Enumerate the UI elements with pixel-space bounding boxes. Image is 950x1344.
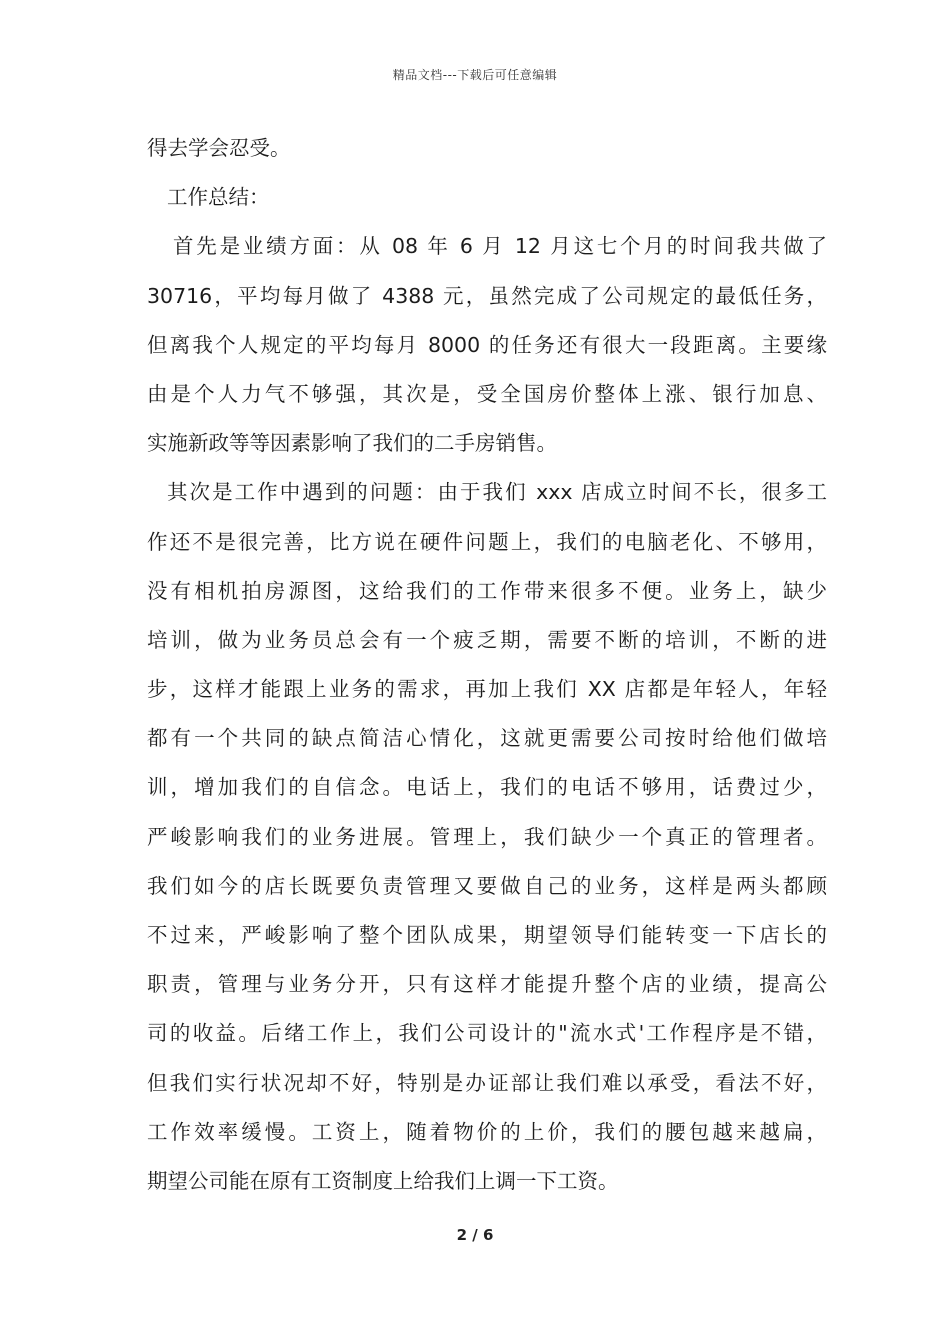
paragraph-line: 首先是业绩方面：从 08 年 6 月 12 月这七个月的时间我共做了 bbox=[173, 234, 827, 259]
paragraph-line: 职责，管理与业务分开，只有这样才能提升整个店的业绩，提高公 bbox=[147, 972, 827, 997]
paragraph-line: 由是个人力气不够强，其次是，受全国房价整体上涨、银行加息、 bbox=[147, 381, 827, 406]
page-number: 2 / 6 bbox=[456, 1226, 494, 1244]
paragraph-line: 没有相机拍房源图，这给我们的工作带来很多不便。业务上，缺少 bbox=[147, 578, 827, 603]
paragraph-line: 工作效率缓慢。工资上，随着物价的上价，我们的腰包越来越扁， bbox=[147, 1119, 827, 1144]
paragraph-line: 步，这样才能跟上业务的需求，再加上我们 XX 店都是年轻人，年轻 bbox=[147, 677, 827, 702]
paragraph-line: 培训，做为业务员总会有一个疲乏期，需要不断的培训，不断的进 bbox=[147, 627, 827, 652]
paragraph-line: 司的收益。后绪工作上，我们公司设计的"流水式'工作程序是不错， bbox=[147, 1021, 827, 1046]
paragraph-line: 得去学会忍受。 bbox=[147, 136, 291, 160]
paragraph-line: 30716，平均每月做了 4388 元，虽然完成了公司规定的最低任务， bbox=[147, 283, 827, 308]
paragraph-line: 期望公司能在原有工资制度上给我们上调一下工资。 bbox=[147, 1168, 619, 1193]
paragraph-line: 实施新政等等因素影响了我们的二手房销售。 bbox=[147, 431, 557, 456]
paragraph-line: 但我们实行状况却不好，特别是办证部让我们难以承受，看法不好， bbox=[147, 1070, 827, 1095]
paragraph-line: 严峻影响我们的业务进展。管理上，我们缺少一个真正的管理者。 bbox=[147, 824, 827, 849]
paragraph-line: 作还不是很完善，比方说在硬件问题上，我们的电脑老化、不够用， bbox=[147, 529, 827, 554]
paragraph-line: 都有一个共同的缺点简洁心情化，这就更需要公司按时给他们做培 bbox=[147, 726, 827, 751]
paragraph-line: 我们如今的店长既要负责管理又要做自己的业务，这样是两头都顾 bbox=[147, 873, 827, 898]
section-heading: 工作总结： bbox=[167, 185, 270, 210]
paragraph-line: 但离我个人规定的平均每月 8000 的任务还有很大一段距离。主要缘 bbox=[147, 332, 827, 357]
document-body bbox=[147, 124, 827, 1206]
page-header: 精品文档---下载后可任意编辑 bbox=[392, 68, 558, 82]
paragraph-line: 训，增加我们的自信念。电话上，我们的电话不够用，话费过少， bbox=[147, 775, 827, 800]
paragraph-line: 不过来，严峻影响了整个团队成果，期望领导们能转变一下店长的 bbox=[147, 923, 827, 947]
paragraph-line: 其次是工作中遇到的问题：由于我们 xxx 店成立时间不长，很多工 bbox=[167, 480, 827, 505]
